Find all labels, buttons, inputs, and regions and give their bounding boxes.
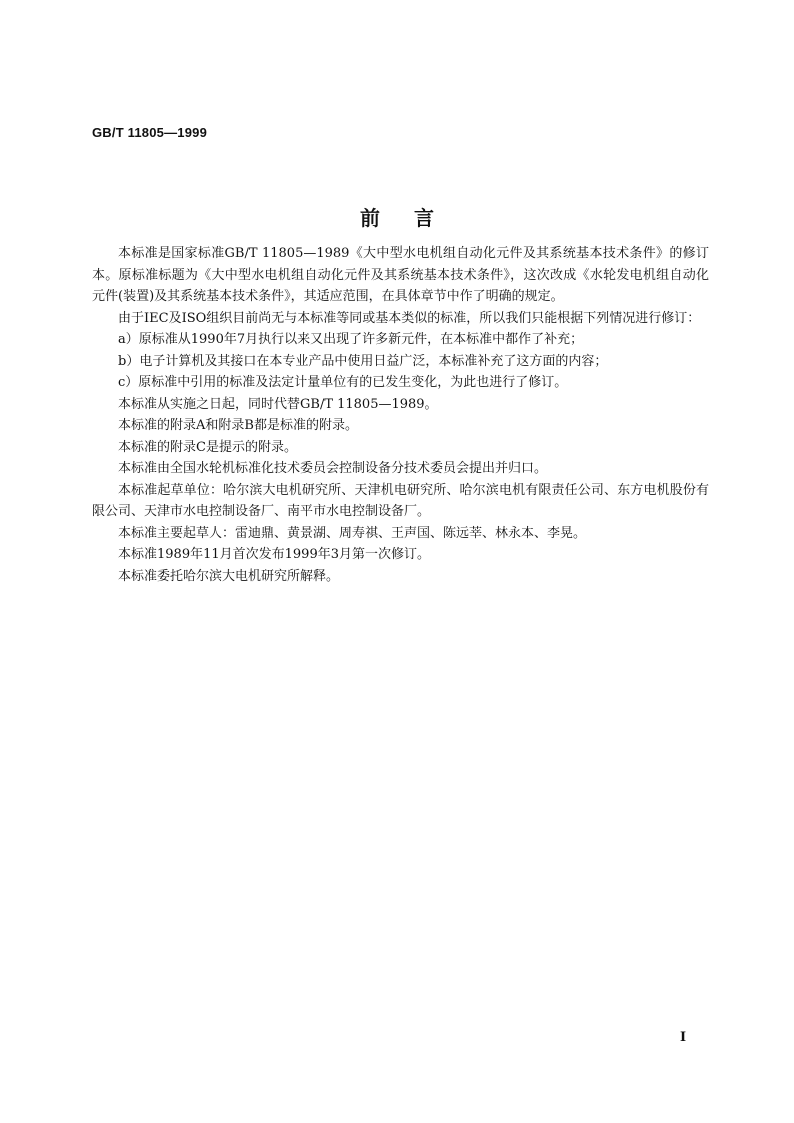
list-item-a: a）原标准从1990年7月执行以来又出现了许多新元件，在本标准中都作了补充；	[118, 332, 584, 347]
page-number: I	[680, 1030, 687, 1045]
paragraph-annex-c: 本标准的附录C是提示的附录。	[118, 439, 297, 455]
paragraph-revision-intro: 本标准是国家标准GB/T 11805—1989《大中型水电机组自动化元件及其系统基本技术条件》的修订本。原标准标题为《大中型水电机组自动化元件及其系统基本技术条件》，这次改成《水轮发电机组自动化元件(装置)及其系统基本技术条件》，其适应范围，在具体章节中作了明确的规定。	[92, 246, 709, 304]
paragraph-iec-iso: 由于IEC及ISO组织目前尚无与本标准等同或基本类似的标准，所以我们只能根据下列情况进行修订：	[118, 310, 701, 326]
paragraph-drafting-units: 本标准起草单位：哈尔滨大电机研究所、天津机电研究所、哈尔滨电机有限责任公司、东方电机股份有限公司、天津市水电控制设备厂、南平市水电控制设备厂。	[92, 482, 709, 519]
list-item-c: c）原标准中引用的标准及法定计量单位有的已发生变化，为此也进行了修订。	[118, 375, 568, 390]
foreword-body	[92, 243, 709, 587]
paragraph-publication-history: 本标准1989年11月首次发布1999年3月第一次修订。	[118, 547, 430, 562]
paragraph-proposer: 本标准由全国水轮机标准化技术委员会控制设备分技术委员会提出并归口。	[118, 461, 548, 476]
page-title: 前言	[360, 206, 468, 230]
paragraph-annex-ab: 本标准的附录A和附录B都是标准的附录。	[118, 418, 358, 433]
paragraph-interpretation: 本标准委托哈尔滨大电机研究所解释。	[118, 568, 340, 584]
paragraph-drafters: 本标准主要起草人：雷迪鼎、黄景湖、周寿祺、王声国、陈远莘、林永本、李晃。	[118, 525, 587, 541]
standard-code: GB/T 11805—1999	[92, 125, 208, 140]
list-item-b: b）电子计算机及其接口在本专业产品中使用日益广泛，本标准补充了这方面的内容；	[118, 353, 608, 369]
paragraph-replacement: 本标准从实施之日起，同时代替GB/T 11805—1989。	[118, 396, 438, 412]
